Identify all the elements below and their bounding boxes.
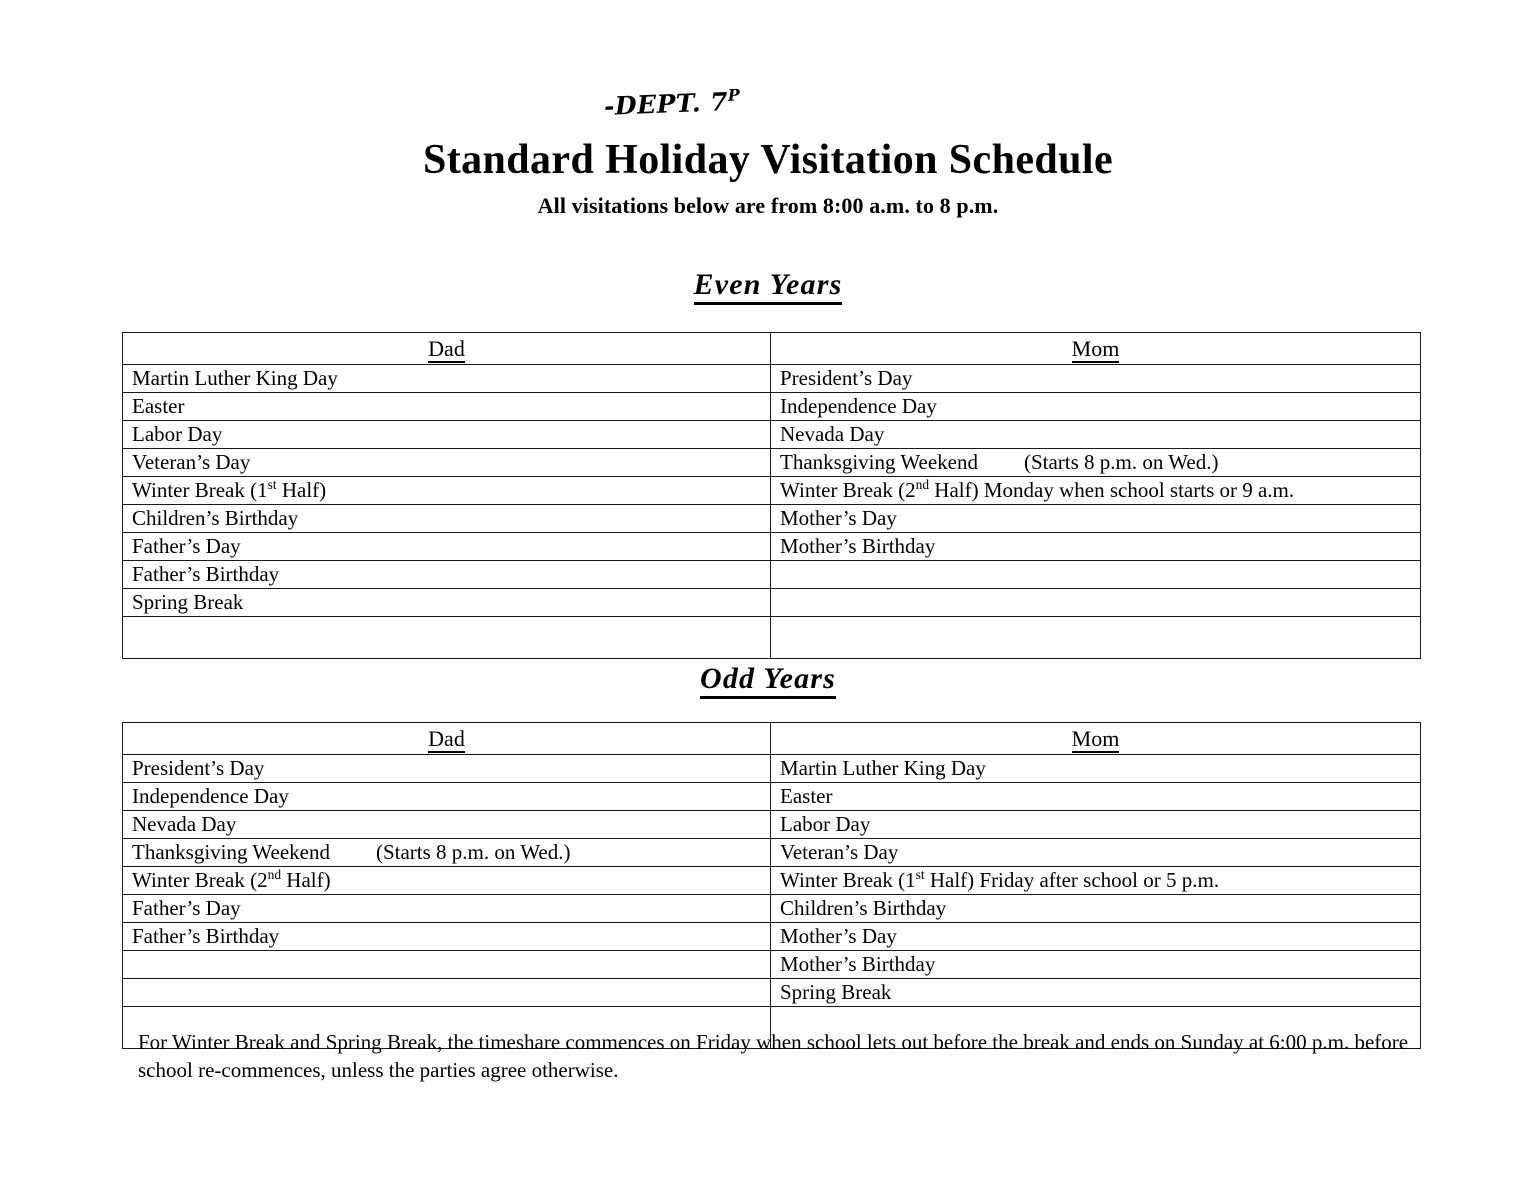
table-row xyxy=(123,421,1421,449)
column-header-mom xyxy=(771,333,1421,365)
cell-mom xyxy=(771,561,1421,589)
table-row xyxy=(123,533,1421,561)
section-title-even-years xyxy=(0,268,1536,302)
cell-mom: Veteran’s Day xyxy=(771,839,1421,867)
cell-mom: President’s Day xyxy=(771,365,1421,393)
handwritten-annotation xyxy=(603,85,741,121)
cell-mom: Mother’s Day xyxy=(771,923,1421,951)
table-row xyxy=(123,783,1421,811)
handwritten-annotation-text: -DEPT. 7 xyxy=(603,87,729,121)
cell-mom: Children’s Birthday xyxy=(771,895,1421,923)
cell-mom: Mother’s Birthday xyxy=(771,951,1421,979)
cell-dad: Independence Day xyxy=(123,783,771,811)
cell-dad: Winter Break (2nd Half) xyxy=(123,867,771,895)
cell-dad: Father’s Birthday xyxy=(123,923,771,951)
cell-mom: Labor Day xyxy=(771,811,1421,839)
table-row xyxy=(123,589,1421,617)
page-subtitle: All visitations below are from 8:00 a.m. to 8 p.m. xyxy=(537,193,999,218)
even-years-table xyxy=(122,332,1421,659)
table-row xyxy=(123,505,1421,533)
table-row xyxy=(123,979,1421,1007)
cell-mom: Nevada Day xyxy=(771,421,1421,449)
cell-dad: Easter xyxy=(123,393,771,421)
section-title-odd-years-label: Odd Years xyxy=(700,662,836,699)
cell-mom xyxy=(771,589,1421,617)
table-row xyxy=(123,561,1421,589)
section-title-odd-years xyxy=(0,662,1536,696)
cell-dad: Father’s Birthday xyxy=(123,561,771,589)
table-row xyxy=(123,839,1421,867)
cell-mom: Martin Luther King Day xyxy=(771,755,1421,783)
cell-dad: Father’s Day xyxy=(123,533,771,561)
column-header-mom-label: Mom xyxy=(1071,725,1120,751)
table-row xyxy=(123,755,1421,783)
column-header-dad-label: Dad xyxy=(428,335,465,361)
table-row xyxy=(123,895,1421,923)
table-row xyxy=(123,449,1421,477)
even-years-table-body xyxy=(123,365,1421,659)
cell-mom: Spring Break xyxy=(771,979,1421,1007)
table-row xyxy=(123,617,1421,659)
footnote: For Winter Break and Spring Break, the timeshare commences on Friday when school lets out before the break and ends on Sunday at 6:00 p.m. before school re-commences, unless the parties agree otherwise. xyxy=(138,1030,1409,1083)
cell-dad: Thanksgiving Weekend (Starts 8 p.m. on Wed.) xyxy=(123,839,771,867)
table-row xyxy=(123,477,1421,505)
cell-dad xyxy=(123,617,771,659)
cell-dad: Spring Break xyxy=(123,589,771,617)
cell-mom: Independence Day xyxy=(771,393,1421,421)
column-header-mom xyxy=(771,723,1421,755)
column-header-dad xyxy=(123,333,771,365)
odd-years-table-body xyxy=(123,755,1421,1049)
cell-dad xyxy=(123,979,771,1007)
column-header-dad-label: Dad xyxy=(428,725,465,751)
cell-dad: Children’s Birthday xyxy=(123,505,771,533)
table-row xyxy=(123,811,1421,839)
cell-dad: Winter Break (1st Half) xyxy=(123,477,771,505)
odd-years-table xyxy=(122,722,1421,1049)
section-title-even-years-label: Even Years xyxy=(694,268,843,305)
cell-dad: Father’s Day xyxy=(123,895,771,923)
table-row xyxy=(123,393,1421,421)
cell-mom: Mother’s Birthday xyxy=(771,533,1421,561)
cell-dad: President’s Day xyxy=(123,755,771,783)
table-header-row xyxy=(123,723,1421,755)
column-header-mom-label: Mom xyxy=(1071,335,1120,361)
cell-dad: Nevada Day xyxy=(123,811,771,839)
cell-mom: Thanksgiving Weekend (Starts 8 p.m. on Wed.) xyxy=(771,449,1421,477)
table-row xyxy=(123,951,1421,979)
cell-mom xyxy=(771,617,1421,659)
cell-dad: Labor Day xyxy=(123,421,771,449)
table-row xyxy=(123,923,1421,951)
page-title: Standard Holiday Visitation Schedule xyxy=(422,137,1114,183)
table-header-row xyxy=(123,333,1421,365)
cell-mom: Winter Break (2nd Half) Monday when school starts or 9 a.m. xyxy=(771,477,1421,505)
cell-dad xyxy=(123,951,771,979)
cell-mom: Winter Break (1st Half) Friday after school or 5 p.m. xyxy=(771,867,1421,895)
table-row xyxy=(123,365,1421,393)
cell-dad: Veteran’s Day xyxy=(123,449,771,477)
table-row xyxy=(123,867,1421,895)
column-header-dad xyxy=(123,723,771,755)
cell-mom: Easter xyxy=(771,783,1421,811)
cell-mom: Mother’s Day xyxy=(771,505,1421,533)
cell-dad: Martin Luther King Day xyxy=(123,365,771,393)
handwritten-annotation-superscript: P xyxy=(727,85,741,105)
